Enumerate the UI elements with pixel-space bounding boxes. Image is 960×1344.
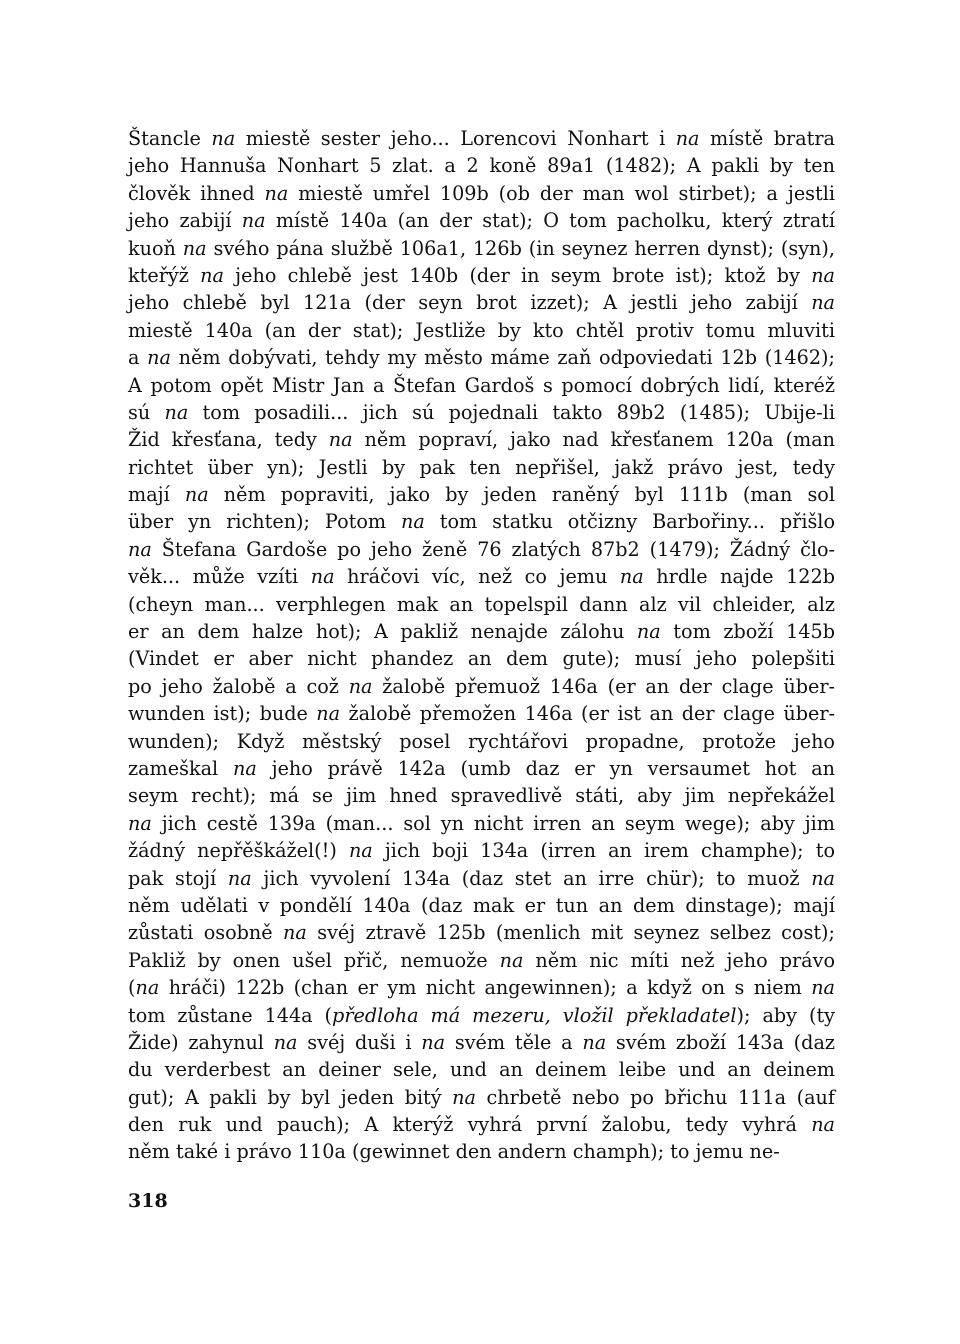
text-line: na Štefana Gardoše po jeho ženě 76 zlatých 87b2 (1479); Žádný člo- <box>128 537 835 561</box>
text-line: wunden); Když městský posel rychtářovi propadne, protože jeho <box>128 729 835 753</box>
text-line: sú na tom posadili... jich sú pojednali takto 89b2 (1485); Ubije-li <box>128 400 835 424</box>
text-line: po jeho žalobě a což na žalobě přemuož 146a (er an der clage über- <box>128 674 835 698</box>
text-line: wunden ist); bude na žalobě přemožen 146a (er ist an der clage über- <box>128 702 835 726</box>
body-text <box>128 125 835 1166</box>
text-line: zůstati osobně na svéj ztravě 125b (menlich mit seynez selbez cost); <box>128 921 835 945</box>
text-line: du verderbest an deiner sele, und an deinem leibe und an deinem <box>128 1058 835 1082</box>
text-line: richtet über yn); Jestli by pak ten nepřišel, jakž právo jest, tedy <box>128 455 835 479</box>
text-line: věk... může vzíti na hráčovi víc, než co jemu na hrdle najde 122b <box>128 565 835 589</box>
text-line: na jich cestě 139a (man... sol yn nicht irren an seym wege); aby jim <box>128 811 835 835</box>
text-line: (Vindet er aber nicht phandez an dem gute); musí jeho polepšiti <box>128 647 835 671</box>
text-line: člověk ihned na miestě umřel 109b (ob der man wol stirbet); a jestli <box>128 181 835 205</box>
text-line: Žide) zahynul na svéj duši i na svém těle a na svém zboží 143a (daz <box>128 1030 835 1054</box>
text-line: Pakliž by onen ušel přič, nemuože na něm nic míti než jeho právo <box>128 948 835 972</box>
text-line: mají na něm popraviti, jako by jeden raněný byl 111b (man sol <box>128 483 835 507</box>
text-line: kteřýž na jeho chlebě jest 140b (der in seym brote ist); ktož by na <box>128 263 835 287</box>
text-line: miestě 140a (an der stat); Jestliže by kto chtěl protiv tomu mluviti <box>128 318 835 342</box>
text-line: Žid křesťana, tedy na něm popraví, jako nad křesťanem 120a (man <box>128 428 835 452</box>
text-line: a na něm dobývati, tehdy my město máme zaň odpoviedati 12b (1462); <box>128 346 835 370</box>
text-line: (na hráči) 122b (chan er ym nicht angewinnen); a když on s niem na <box>128 976 835 1000</box>
text-line: jeho Hannuša Nonhart 5 zlat. a 2 koně 89a1 (1482); A pakli by ten <box>128 154 835 178</box>
text-line: seym recht); má se jim hned spravedlivě státi, aby jim nepřekážel <box>128 784 835 808</box>
text-line: Štancle na miestě sester jeho... Lorencovi Nonhart i na místě bratra <box>128 127 835 150</box>
text-line: gut); A pakli by byl jeden bitý na chrbetě nebo po břichu 111a (auf <box>128 1085 835 1109</box>
text-line: zameškal na jeho právě 142a (umb daz er yn versaumet hot an <box>128 756 836 780</box>
text-line: jeho zabijí na místě 140a (an der stat); O tom pacholku, který ztratí <box>128 209 835 233</box>
text-line: kuoň na svého pána službě 106a1, 126b (in seynez herren dynst); (syn), <box>128 236 835 260</box>
text-line: pak stojí na jich vyvolení 134a (daz stet an irre chür); to muož na <box>128 866 835 890</box>
text-line: žádný nepřěškážel(!) na jich boji 134a (irren an irem champhe); to <box>128 839 835 863</box>
text-line: A potom opět Mistr Jan a Štefan Gardoš s pomocí dobrých lidí, kteréž <box>128 373 835 397</box>
text-line: (cheyn man... verphlegen mak an topelspil dann alz vil chleider, alz <box>128 592 835 616</box>
text-line: tom zůstane 144a (předloha má mezeru, vložil překladatel); aby (ty <box>128 1003 835 1027</box>
text-line: jeho chlebě byl 121a (der seyn brot izzet); A jestli jeho zabijí na <box>128 291 835 315</box>
page-number: 318 <box>128 1190 168 1212</box>
text-line: něm udělati v pondělí 140a (daz mak er tun an dem dinstage); mají <box>128 893 835 917</box>
text-line: über yn richten); Potom na tom statku otčizny Barbořiny... přišlo <box>128 510 835 534</box>
text-line: něm také i právo 110a (gewinnet den andern champh); to jemu ne- <box>128 1140 780 1164</box>
text-line: den ruk und pauch); A kterýž vyhrá první žalobu, tedy vyhrá na <box>128 1113 835 1137</box>
text-line: er an dem halze hot); A pakliž nenajde zálohu na tom zboží 145b <box>128 620 836 644</box>
